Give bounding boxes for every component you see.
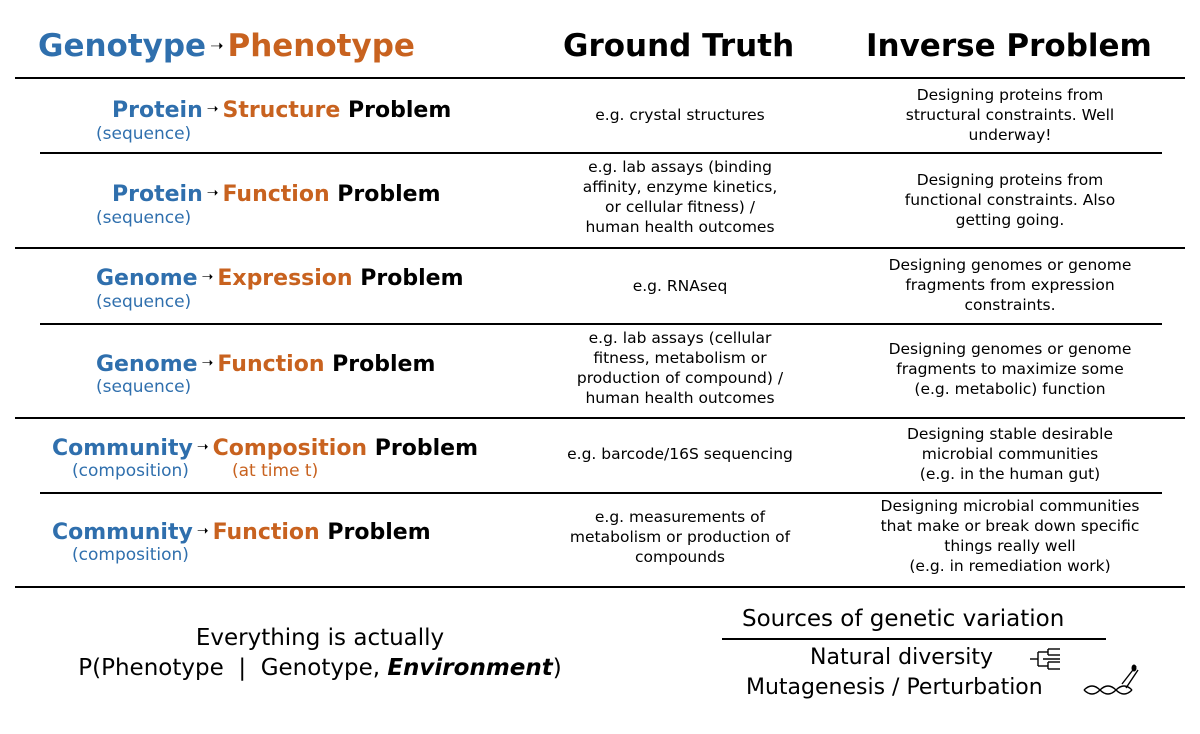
arrow-icon: ➝ [196,439,209,455]
inverse-problem-cell: Designing genomes or genome fragments from expression constraints. [888,256,1132,314]
header-ground-truth: Ground Truth [563,28,795,64]
output-label: Function [212,520,320,545]
dna-scissors-icon [1082,664,1142,705]
sources-underline [722,638,1106,640]
output-label: Composition [212,436,368,461]
footer-line2-suffix: ) [552,655,562,681]
footer-statement [60,623,580,683]
input-label: Protein [112,98,203,123]
input-sub: (composition) [72,545,189,565]
problem-protein-structure [112,98,451,123]
section-divider [15,247,1185,249]
output-label: Structure [222,98,341,123]
input-label: Protein [112,182,203,207]
input-sub: (sequence) [96,377,192,397]
inverse-problem-cell: Designing microbial communities that make or break down specific things really well (e.g. in remediation work) [880,497,1140,575]
row-divider [40,152,1162,154]
arrow-icon: ➝ [206,185,219,201]
header-genotype: Genotype [38,28,207,64]
output-label: Function [217,352,325,377]
inverse-problem-cell: Designing proteins from structural constraints. Well underway! [905,86,1115,144]
source-mutagenesis: Mutagenesis / Perturbation [746,675,1043,700]
header-inverse-problem: Inverse Problem [866,28,1152,64]
arrow-icon: ➝ [206,101,219,117]
arrow-icon: ➝ [201,355,214,371]
header-genotype-phenotype [38,28,415,64]
section-divider [15,586,1185,588]
footer-line2 [60,653,580,683]
problem-word: Problem [348,98,452,123]
arrow-icon: ➝ [201,269,214,285]
header-phenotype: Phenotype [227,28,415,64]
input-label: Community [52,520,193,545]
arrow-icon: ➝ [210,36,224,55]
sources-title: Sources of genetic variation [742,606,1065,632]
header-divider [15,77,1185,79]
output-label: Function [222,182,330,207]
section-divider [15,417,1185,419]
row-divider [40,323,1162,325]
ground-truth-cell: e.g. lab assays (cellular fitness, metabolism or production of compound) / human health outcomes [576,329,784,407]
ground-truth-cell: e.g. measurements of metabolism or production of compounds [569,508,791,566]
problem-protein-function [112,182,441,207]
output-label: Expression [217,266,353,291]
row-divider [40,492,1162,494]
arrow-icon: ➝ [196,523,209,539]
problem-word: Problem [327,520,431,545]
inverse-problem-cell: Designing genomes or genome fragments to maximize some (e.g. metabolic) function [888,340,1132,398]
footer-environment: Environment [387,655,553,681]
input-label: Genome [96,266,198,291]
problem-word: Problem [337,182,441,207]
input-sub: (sequence) [96,124,192,144]
inverse-problem-cell: Designing stable desirable microbial communities (e.g. in the human gut) [907,425,1113,483]
input-label: Genome [96,352,198,377]
input-sub: (composition) [72,461,189,481]
output-sub: (at time t) [232,461,319,481]
source-natural-diversity: Natural diversity [810,645,994,670]
problem-community-composition [52,436,478,461]
problem-word: Problem [332,352,436,377]
footer-line2-prefix: P(Phenotype | Genotype, [78,655,388,681]
problem-word: Problem [374,436,478,461]
ground-truth-cell: e.g. crystal structures [595,106,765,124]
footer-line1: Everything is actually [195,625,445,651]
inverse-problem-cell: Designing proteins from functional constraints. Also getting going. [904,171,1116,229]
problem-community-function [52,520,431,545]
problem-genome-expression [96,266,464,291]
input-sub: (sequence) [96,208,192,228]
ground-truth-cell: e.g. lab assays (binding affinity, enzyme kinetics, or cellular fitness) / human health outcomes [582,158,778,236]
problem-word: Problem [360,266,464,291]
ground-truth-cell: e.g. barcode/16S sequencing [567,445,793,463]
input-sub: (sequence) [96,292,192,312]
phylogenetic-tree-icon [1028,648,1064,675]
ground-truth-cell: e.g. RNAseq [632,277,728,295]
problem-genome-function [96,352,435,377]
input-label: Community [52,436,193,461]
